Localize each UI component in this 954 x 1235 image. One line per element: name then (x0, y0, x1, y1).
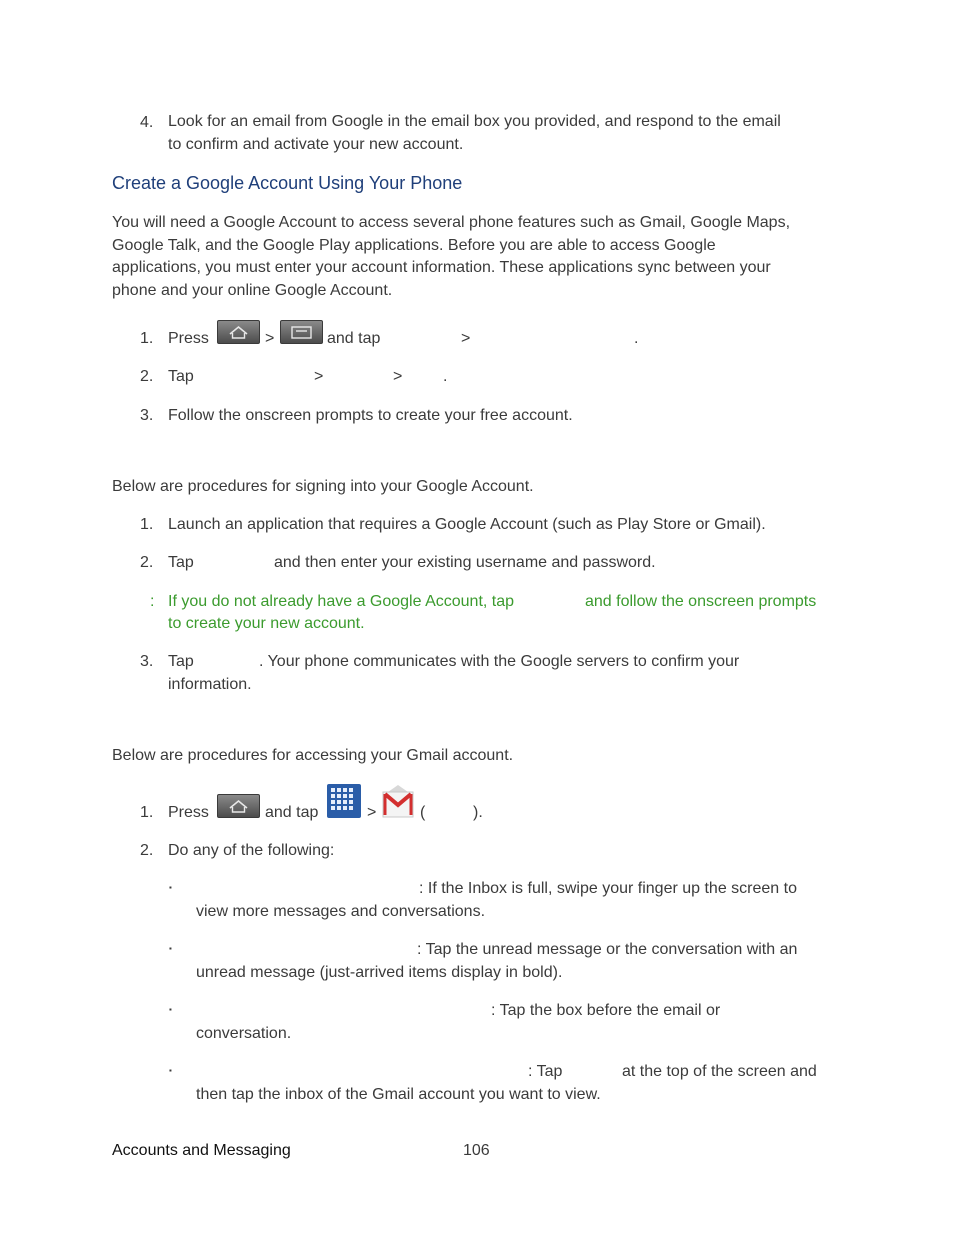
intro-line: Google Talk, and the Google Play applications. Before you are able to access Google (112, 236, 716, 254)
step-number: 1. (140, 516, 154, 533)
step-number: 4. (140, 114, 154, 131)
paren: ). (473, 804, 483, 821)
step-number: 2. (140, 368, 154, 385)
period: . (634, 330, 639, 347)
step-text: Do any of the following: (168, 842, 335, 859)
step-text: information. (168, 676, 252, 693)
bullet-text: then tap the inbox of the Gmail account you want to view. (196, 1086, 601, 1103)
tap-text: Tap (168, 368, 194, 385)
tap-text: Tap (168, 554, 194, 571)
step-number: 2. (140, 842, 154, 859)
step-text: Launch an application that requires a Google Account (such as Play Store or Gmail). (168, 516, 766, 533)
step-number: 3. (140, 407, 154, 424)
step-text: . Your phone communicates with the Google servers to confirm your (259, 653, 740, 670)
note-text: and follow the onscreen prompts (585, 593, 817, 610)
step-text: to confirm and activate your new account. (168, 136, 464, 153)
press-text: Press (168, 330, 209, 347)
bullet-marker: ▪ (169, 883, 172, 892)
and-tap-text: and tap (327, 330, 381, 347)
separator: > (367, 804, 377, 821)
apps-grid-icon (327, 784, 361, 818)
separator: > (265, 330, 275, 347)
menu-key-icon (280, 320, 323, 344)
signin-intro: Below are procedures for signing into your Google Account. (112, 478, 534, 495)
step-text: Follow the onscreen prompts to create your free account. (168, 407, 573, 424)
bullet-marker: ▪ (169, 1066, 172, 1075)
gmail-icon (381, 784, 415, 818)
step-number: 1. (140, 330, 154, 347)
footer-section-title: Accounts and Messaging (112, 1142, 291, 1159)
step-text: Look for an email from Google in the email box you provided, and respond to the email (168, 113, 781, 130)
press-text: Press (168, 804, 209, 821)
note-text: If you do not already have a Google Account, tap (168, 593, 515, 610)
step-number: 1. (140, 804, 154, 821)
home-key-icon (217, 320, 260, 344)
bullet-marker: ▪ (169, 1005, 172, 1014)
bullet-text: : If the Inbox is full, swipe your finger up the screen to (419, 880, 797, 897)
and-tap-text: and tap (265, 804, 319, 821)
step-number: 3. (140, 653, 154, 670)
bullet-text: at the top of the screen and (622, 1063, 817, 1080)
bullet-text: unread message (just-arrived items display in bold). (196, 964, 563, 981)
separator: > (461, 330, 471, 347)
note-marker: : (150, 593, 155, 610)
intro-line: phone and your online Google Account. (112, 282, 393, 300)
note-text: to create your new account. (168, 615, 365, 632)
intro-line: You will need a Google Account to access several phone features such as Gmail, Google Maps, (112, 214, 791, 231)
intro-line: applications, you must enter your account information. These applications sync between your (112, 259, 771, 277)
page-number: 106 (463, 1142, 490, 1159)
bullet-text: view more messages and conversations. (196, 903, 486, 920)
bullet-text: : Tap (528, 1063, 563, 1080)
bullet-text: conversation. (196, 1025, 292, 1042)
separator: > (314, 368, 324, 385)
bullet-marker: ▪ (169, 944, 172, 953)
tap-text: Tap (168, 653, 194, 670)
gmail-intro: Below are procedures for accessing your Gmail account. (112, 747, 514, 764)
intro-paragraph (112, 212, 847, 303)
bullet-text: : Tap the box before the email or (491, 1002, 721, 1019)
separator: > (393, 368, 403, 385)
step-number: 2. (140, 554, 154, 571)
step-text: and then enter your existing username and password. (274, 554, 656, 571)
section-heading: Create a Google Account Using Your Phone (112, 173, 463, 193)
bullet-text: : Tap the unread message or the conversation with an (417, 941, 798, 958)
paren: ( (420, 804, 426, 821)
period: . (443, 368, 448, 385)
home-key-icon (217, 794, 260, 818)
